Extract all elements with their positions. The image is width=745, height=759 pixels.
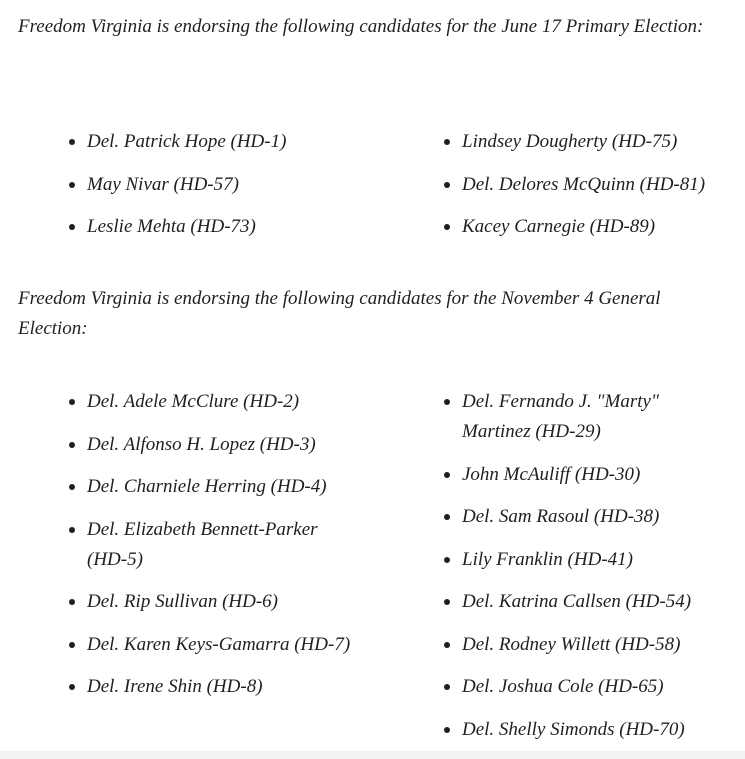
candidate-list-item: Del. Sam Rasoul (HD-38) [462,502,732,532]
candidate-list-item: John McAuliff (HD-30) [462,460,732,490]
primary-candidates-right-list [462,127,742,255]
page-bottom-divider [0,751,745,759]
candidate-list-item: May Nivar (HD-57) [87,170,387,200]
candidate-list-item: Del. Shelly Simonds (HD-70) [462,715,732,745]
candidate-list-item: Del. Delores McQuinn (HD-81) [462,170,742,200]
general-election-intro: Freedom Virginia is endorsing the following candidates for the November 4 General Election: [18,288,661,339]
general-candidates-left-list [87,387,355,715]
candidate-list-item: Del. Rip Sullivan (HD-6) [87,587,355,617]
candidate-list-item: Leslie Mehta (HD-73) [87,212,387,242]
candidate-list-item: Del. Fernando J. "Marty" Martinez (HD-29) [462,387,732,447]
candidate-list-item: Del. Irene Shin (HD-8) [87,672,355,702]
candidate-list-item: Lily Franklin (HD-41) [462,545,732,575]
candidate-list-item: Del. Charniele Herring (HD-4) [87,472,355,502]
primary-candidates-left-list [87,127,387,255]
candidate-list-item: Kacey Carnegie (HD-89) [462,212,742,242]
candidate-list-item: Del. Rodney Willett (HD-58) [462,630,732,660]
candidate-list-item: Del. Alfonso H. Lopez (HD-3) [87,430,355,460]
candidate-list-item: Del. Patrick Hope (HD-1) [87,127,387,157]
primary-election-intro: Freedom Virginia is endorsing the following candidates for the June 17 Primary Election: [18,16,704,37]
candidate-list-item: Del. Katrina Callsen (HD-54) [462,587,732,617]
general-candidates-right-list [462,387,732,757]
candidate-list-item: Lindsey Dougherty (HD-75) [462,127,742,157]
candidate-list-item: Del. Joshua Cole (HD-65) [462,672,732,702]
candidate-list-item: Del. Adele McClure (HD-2) [87,387,355,417]
candidate-list-item: Del. Elizabeth Bennett-Parker (HD-5) [87,515,355,575]
candidate-list-item: Del. Karen Keys-Gamarra (HD-7) [87,630,355,660]
